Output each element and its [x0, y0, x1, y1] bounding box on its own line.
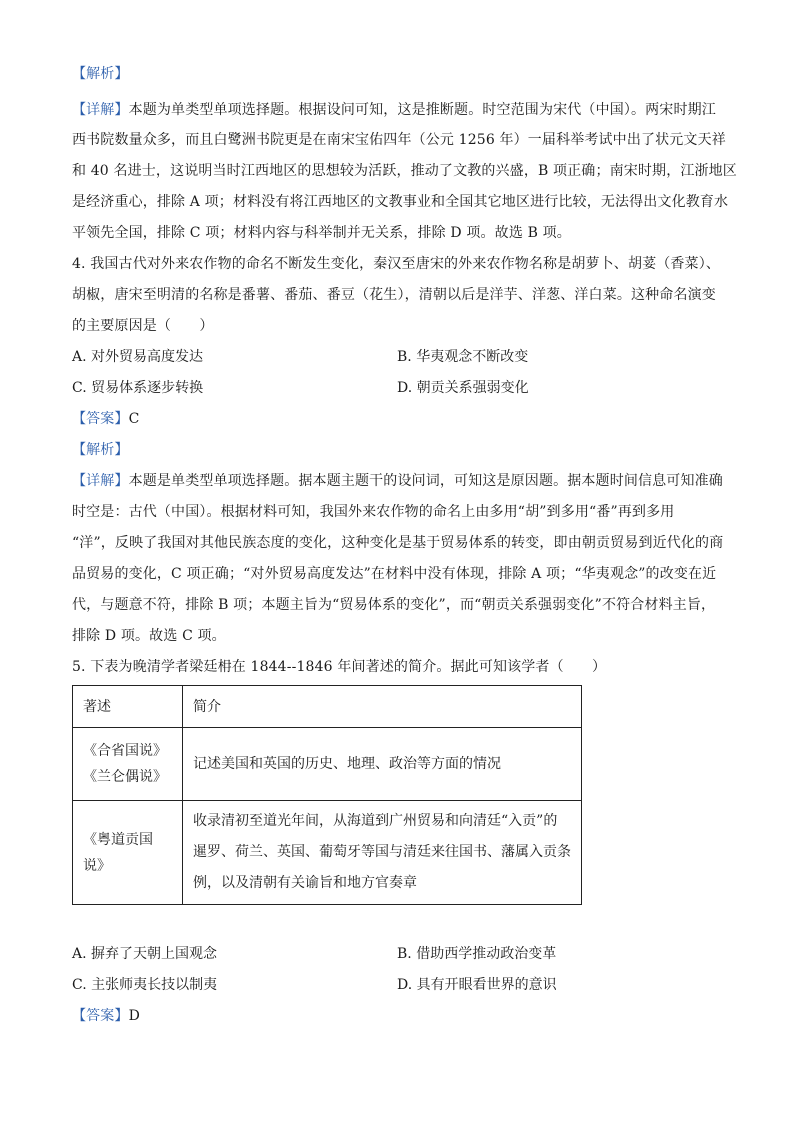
- detail-paragraph-line: 是经济重心，排除 A 项；材料没有将江西地区的文教事业和全国其它地区进行比较，无法得出文化教育水: [72, 194, 729, 210]
- answer-value: C: [128, 411, 140, 427]
- q4-option-d: D. 朝贡关系强弱变化: [397, 380, 529, 396]
- analysis-tag: 【解析】: [72, 66, 129, 82]
- table-row: [73, 728, 582, 801]
- detail-paragraph-line: 代，与题意不符，排除 B 项；本题主旨为“贸易体系的变化”，而“朝贡关系强弱变化”不符合材料主旨，: [72, 597, 716, 613]
- table-row: [73, 801, 582, 905]
- table-header-cell: 著述: [73, 686, 183, 728]
- q5-option-c: C. 主张师夷长技以制夷: [72, 977, 218, 993]
- detail-paragraph-line: 排除 D 项。故选 C 项。: [72, 628, 226, 644]
- answer-value: D: [128, 1008, 140, 1024]
- question-5-stem: 5. 下表为晚清学者梁廷枏在 1844--1846 年间著述的简介。据此可知该学者（ ）: [72, 659, 607, 675]
- q4-answer: [72, 409, 139, 429]
- table-cell-intro: 记述美国和英国的历史、地理、政治等方面的情况: [183, 728, 582, 801]
- table-cell-intro: 收录清初至道光年间，从海道到广州贸易和向清廷“入贡”的 暹罗、荷兰、英国、葡萄牙等国与清廷来往国书、藩属入贡条 例，以及清朝有关谕旨和地方官奏章: [183, 801, 582, 905]
- detail-paragraph-line: 【详解】本题是单类型单项选择题。据本题主题干的设问词，可知这是原因题。据本题时间信息可知准确: [72, 473, 723, 489]
- detail-paragraph-line: 品贸易的变化，C 项正确；“对外贸易高度发达”在材料中没有体现，排除 A 项；“华夷观念”的改变在近: [72, 566, 717, 582]
- answer-tag: 【答案】: [72, 1008, 129, 1024]
- table-header-row: [73, 686, 582, 728]
- q5-option-b: B. 借助西学推动政治变革: [397, 946, 557, 962]
- question-4-stem-line: 4. 我国古代对外来农作物的命名不断发生变化，秦汉至唐宋的外来农作物名称是胡萝卜、胡荽（香菜）、: [72, 256, 721, 272]
- works-table: [72, 685, 582, 905]
- q4-option-b: B. 华夷观念不断改变: [397, 349, 529, 365]
- q5-option-a: A. 摒弃了天朝上国观念: [72, 946, 218, 962]
- analysis-tag: 【解析】: [72, 442, 129, 458]
- q4-option-c: C. 贸易体系逐步转换: [72, 380, 204, 396]
- table-cell-works: 《合省国说》 《兰仑偶说》: [73, 728, 183, 801]
- detail-paragraph-line: “洋”，反映了我国对其他民族态度的变化，这种变化是基于贸易体系的转变，即由朝贡贸易到近代化的商: [72, 535, 724, 551]
- table-header-cell: 简介: [183, 686, 582, 728]
- detail-paragraph-line: 和 40 名进士，这说明当时江西地区的思想较为活跃，推动了文教的兴盛，B 项正确；南宋时期，江浙地区: [72, 163, 737, 179]
- detail-paragraph-line: 【详解】本题为单类型单项选择题。根据设问可知，这是推断题。时空范围为宋代（中国）。两宋时期江: [72, 102, 716, 118]
- detail-tag: 【详解】: [72, 102, 129, 118]
- detail-paragraph-line: 时空是：古代（中国）。根据材料可知，我国外来农作物的命名上由多用“胡”到多用“番”再到多用: [72, 504, 675, 520]
- q5-option-d: D. 具有开眼看世界的意识: [397, 977, 557, 993]
- q4-option-a: A. 对外贸易高度发达: [72, 349, 204, 365]
- q5-answer: [72, 1006, 140, 1026]
- table-cell-works: 《粤道贡国 说》: [73, 801, 183, 905]
- detail-paragraph-line: 平领先全国，排除 C 项；材料内容与科举制并无关系，排除 D 项。故选 B 项。: [72, 225, 571, 241]
- detail-tag: 【详解】: [72, 473, 129, 489]
- answer-tag: 【答案】: [72, 411, 129, 427]
- detail-paragraph-line: 西书院数量众多，而且白鹭洲书院更是在南宋宝佑四年（公元 1256 年）一届科举考试中出了状元文天祥: [72, 132, 726, 148]
- question-4-stem-line: 胡椒，唐宋至明清的名称是番薯、番茄、番豆（花生），清朝以后是洋芋、洋葱、洋白菜。这种命名演变: [72, 287, 716, 303]
- question-4-stem-line: 的主要原因是（ ）: [72, 318, 214, 334]
